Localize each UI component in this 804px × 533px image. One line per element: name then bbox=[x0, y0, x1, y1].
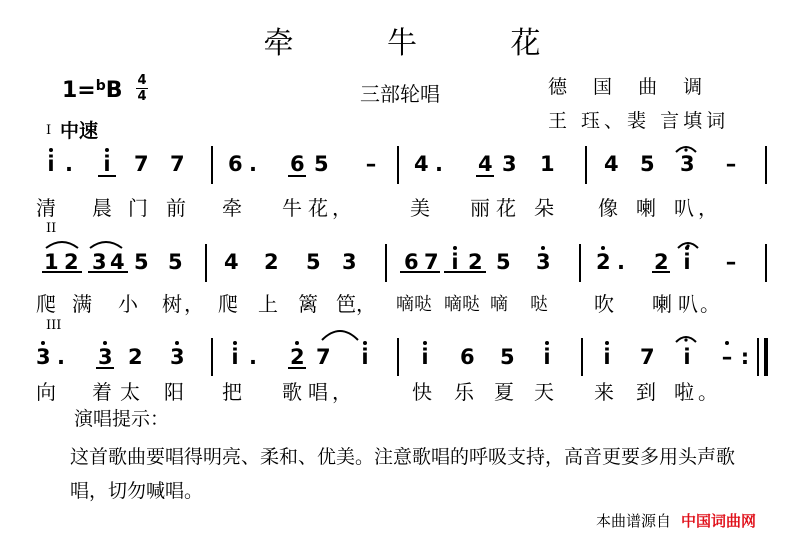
lyric: ， bbox=[332, 196, 352, 220]
lyric: 阳 bbox=[164, 380, 184, 404]
song-title: 牵 牛 花 bbox=[263, 26, 583, 61]
lyric: 叭 bbox=[674, 196, 694, 220]
note: – bbox=[725, 250, 737, 274]
time-top: 4 bbox=[137, 73, 147, 88]
note: 6 bbox=[228, 152, 243, 176]
lyric: 到 bbox=[636, 380, 656, 404]
note: 5 bbox=[640, 152, 655, 176]
lyric: 把 bbox=[222, 380, 242, 404]
note: 4 bbox=[414, 152, 429, 176]
lyric: 歌 bbox=[282, 380, 302, 404]
lyric: 来 bbox=[594, 380, 614, 404]
note: 2 bbox=[468, 250, 483, 274]
lyric: 前 bbox=[166, 196, 186, 220]
tempo-mark: 中速 bbox=[60, 120, 99, 142]
credit-lyricist: 王 珏、裴 言填词 bbox=[548, 110, 730, 132]
section-mark-1: I bbox=[46, 123, 52, 138]
note-dot: . bbox=[65, 152, 73, 176]
note: 5 bbox=[134, 250, 149, 274]
lyric: 哒 bbox=[530, 294, 548, 315]
source-credit bbox=[596, 510, 756, 531]
lyric: 笆 bbox=[336, 292, 356, 316]
lyric: ， bbox=[184, 292, 204, 316]
note: i bbox=[231, 345, 239, 369]
note: 5 bbox=[500, 345, 515, 369]
lyric: 着 bbox=[92, 380, 112, 404]
note: i bbox=[543, 345, 551, 369]
note: – bbox=[365, 152, 377, 176]
lyric: 爬 bbox=[36, 292, 56, 316]
credit-composer: 德 国 曲 调 bbox=[548, 76, 713, 98]
note: i bbox=[683, 345, 691, 369]
note: 3 bbox=[98, 345, 113, 369]
note: 5 bbox=[496, 250, 511, 274]
note: i bbox=[361, 345, 369, 369]
lyric: 牛 bbox=[282, 196, 302, 220]
lyric: 啦 bbox=[674, 380, 694, 404]
note: 3 bbox=[680, 152, 695, 176]
note: 6 bbox=[290, 152, 305, 176]
note: 4 bbox=[224, 250, 239, 274]
lyric: 朵 bbox=[534, 196, 554, 220]
lyric: 嘀哒 bbox=[396, 294, 432, 315]
note: 5 bbox=[306, 250, 321, 274]
note-dot: . bbox=[249, 152, 257, 176]
section-mark-2: II bbox=[46, 221, 57, 236]
note-dot: . bbox=[57, 345, 65, 369]
note: 4 bbox=[604, 152, 619, 176]
lyric: 花 bbox=[496, 196, 516, 220]
repeat-dots: : bbox=[740, 345, 750, 369]
note: 5 bbox=[314, 152, 329, 176]
source-site-link[interactable]: 中国词曲网 bbox=[681, 512, 757, 530]
lyric: 。 bbox=[698, 380, 718, 404]
note: 7 bbox=[170, 152, 185, 176]
hint-text: 这首歌曲要唱得明亮、柔和、优美。注意歌唱的呼吸支持，高音更要多用头声歌唱，切勿喊唱。 bbox=[70, 446, 736, 502]
lyric: 嘀哒 bbox=[444, 294, 480, 315]
note: 1 bbox=[540, 152, 555, 176]
note: 2 bbox=[290, 345, 305, 369]
lyric: ， bbox=[332, 380, 352, 404]
lyric: 喇 bbox=[652, 292, 672, 316]
note: i bbox=[451, 250, 459, 274]
note-dot: . bbox=[435, 152, 443, 176]
note: 2 bbox=[64, 250, 79, 274]
lyric: 天 bbox=[534, 380, 554, 404]
key-letter: B bbox=[105, 78, 123, 103]
lyric: 小 bbox=[118, 292, 138, 316]
lyric: 门 bbox=[128, 196, 148, 220]
note: 2 bbox=[128, 345, 143, 369]
lyric: 吹 bbox=[594, 292, 614, 316]
lyric: 满 bbox=[72, 292, 92, 316]
lyric: 清 bbox=[36, 196, 56, 220]
flat-symbol: b bbox=[95, 78, 106, 94]
time-bottom: 4 bbox=[137, 89, 147, 104]
lyric: ， bbox=[698, 196, 718, 220]
note-dot: . bbox=[249, 345, 257, 369]
note: 5 bbox=[168, 250, 183, 274]
note: 2 bbox=[596, 250, 611, 274]
note: 4 bbox=[478, 152, 493, 176]
lyric: 叭 bbox=[678, 292, 698, 316]
lyric: 篱 bbox=[298, 292, 318, 316]
note: – bbox=[721, 345, 733, 369]
lyric: 花 bbox=[308, 196, 328, 220]
note: 7 bbox=[316, 345, 331, 369]
lyric: 美 bbox=[410, 196, 430, 220]
note: 7 bbox=[640, 345, 655, 369]
note: 7 bbox=[134, 152, 149, 176]
lyric: 乐 bbox=[454, 380, 474, 404]
source-label: 本曲谱源自 bbox=[596, 512, 672, 530]
lyric: 晨 bbox=[92, 196, 112, 220]
lyric: 树 bbox=[162, 292, 182, 316]
lyric: 快 bbox=[412, 380, 432, 404]
note-dot: . bbox=[617, 250, 625, 274]
note: i bbox=[603, 345, 611, 369]
lyric: 嘀 bbox=[490, 294, 508, 315]
note: 3 bbox=[92, 250, 107, 274]
note: 6 bbox=[460, 345, 475, 369]
lyric: 喇 bbox=[636, 196, 656, 220]
lyric: 。 bbox=[700, 292, 720, 316]
note: i bbox=[47, 152, 55, 176]
note: i bbox=[683, 250, 691, 274]
note: i bbox=[103, 152, 111, 176]
lyric: 向 bbox=[36, 380, 56, 404]
lyric: ， bbox=[356, 292, 376, 316]
hint-heading: 演唱提示： bbox=[74, 408, 170, 430]
key-label: 1= bbox=[62, 78, 96, 103]
lyric: 上 bbox=[258, 292, 278, 316]
note: 3 bbox=[170, 345, 185, 369]
note: 2 bbox=[264, 250, 279, 274]
lyric: 牵 bbox=[222, 196, 242, 220]
lyric: 爬 bbox=[218, 292, 238, 316]
lyric: 唱 bbox=[308, 380, 328, 404]
note: 4 bbox=[110, 250, 125, 274]
lyric: 夏 bbox=[494, 380, 514, 404]
note: 1 bbox=[44, 250, 59, 274]
lyric: 丽 bbox=[470, 196, 490, 220]
note: i bbox=[421, 345, 429, 369]
note: – bbox=[725, 152, 737, 176]
note: 7 bbox=[424, 250, 439, 274]
note: 3 bbox=[536, 250, 551, 274]
note: 3 bbox=[502, 152, 517, 176]
note: 2 bbox=[654, 250, 669, 274]
note: 3 bbox=[36, 345, 51, 369]
note: 3 bbox=[342, 250, 357, 274]
lyric: 太 bbox=[120, 380, 140, 404]
note: 6 bbox=[404, 250, 419, 274]
section-mark-3: III bbox=[46, 318, 62, 333]
lyric: 像 bbox=[598, 196, 618, 220]
performance-mode: 三部轮唱 bbox=[360, 82, 440, 106]
